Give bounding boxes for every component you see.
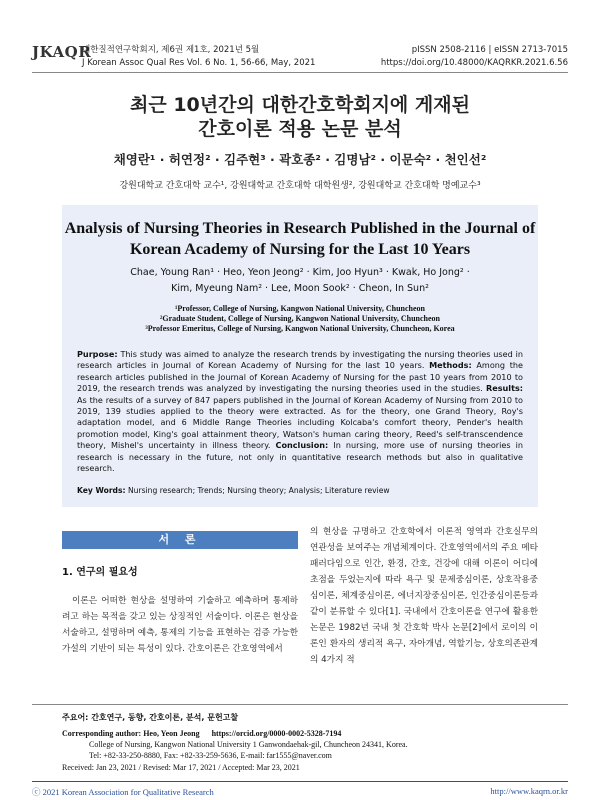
korean-keywords-text: 간호연구, 동향, 간호이론, 분석, 문헌고찰: [91, 713, 239, 722]
journal-citation-ko: 대한질적연구학회지, 제6권 제1호, 2021년 5월: [82, 45, 260, 55]
results-label: Results:: [486, 383, 523, 394]
footer-rule: [32, 781, 568, 782]
korean-keywords: [62, 712, 238, 723]
english-title: [62, 218, 538, 260]
body-text-left: 이론은 어떠한 현상을 설명하여 기술하고 예측하며 통제하려고 하는 목적을 갖고 있는 상징적인 서술이다. 이론은 현상을 서술하고, 설명하며 예측, 통제의 기능을 표현하는 검증 가능한 가설의 기반이 되는 특성이 있다. 간호이론은 간호영역에서: [62, 596, 298, 654]
footnote-rule: [32, 704, 568, 705]
english-affiliations: [62, 304, 538, 334]
journal-citation-en: J Korean Assoc Qual Res Vol. 6 No. 1, 56-66, May, 2021: [82, 58, 316, 68]
keywords: [77, 486, 390, 495]
korean-keywords-label: 주요어:: [62, 713, 89, 722]
copyright: ⓒ 2021 Korean Association for Qualitative Research: [32, 787, 214, 797]
section-heading: 서 론: [62, 531, 298, 549]
english-authors-line: Kim, Myeung Nam² · Lee, Moon Sook² · Cheon, In Sun²: [171, 283, 429, 294]
methods-label: Methods:: [429, 360, 472, 371]
methods-text: Among the research articles published in the Journal of Korean Academy of Nursing for the past 10 years from 2010 to 2019, the research trends was analyzed by investigating the nursing theories used in the studies.: [77, 360, 523, 394]
keywords-text: Nursing research; Trends; Nursing theory; Analysis; Literature review: [127, 486, 390, 495]
korean-title-line: 최근 10년간의 대한간호학회지에 게재된: [130, 94, 470, 116]
purpose-text: This study was aimed to analyze the research trends by investigating the nursing theories used in research articles in Journal of Korean Academy of Nursing for the last 10 years.: [77, 349, 523, 371]
english-authors-line: Chae, Young Ran¹ · Heo, Yeon Jeong² · Kim, Joo Hyun³ · Kwak, Ho Jong² ·: [130, 267, 470, 278]
english-title-line: Korean Academy of Nursing for the Last 10 Years: [129, 241, 471, 258]
doi-link[interactable]: https://doi.org/10.48000/KAQRKR.2021.6.56: [380, 58, 568, 68]
affiliation-line: ³Professor Emeritus, College of Nursing, Kangwon National University, Chuncheon, Korea: [145, 324, 455, 333]
corresponding-author: [62, 728, 542, 761]
journal-logo: JKAQR: [32, 43, 92, 61]
corresponding-label: Corresponding author: Heo, Yeon Jeong: [62, 729, 200, 738]
korean-title: [0, 93, 600, 141]
conclusion-text: In nursing, more use of nursing theories in research is necessary in the future, not only in quantitative research methods but also in qualitative research.: [77, 440, 523, 474]
korean-title-line: 간호이론 적용 논문 분석: [198, 118, 402, 140]
conclusion-label: Conclusion:: [275, 440, 329, 451]
subsection-heading: 1. 연구의 필요성: [62, 567, 138, 578]
english-authors: [62, 265, 538, 297]
received-dates: Received: Jan 23, 2021 / Revised: Mar 17, 2021 / Accepted: Mar 23, 2021: [62, 763, 300, 772]
issn-doi: [381, 44, 568, 70]
issn: pISSN 2508-2116 | eISSN 2713-7015: [411, 45, 568, 55]
journal-citation: [82, 44, 315, 70]
body-text-right: 의 현상을 규명하고 간호학에서 이론적 영역과 간호실무의 연관성을 보여주는 개념체계이다. 간호영역에서의 주요 메타패러다임으로 인간, 환경, 간호, 건강에 대해 이론이 어디에 초점을 두었는지에 따라 욕구 및 문제중심이론, 상호작용중심이론, 체계중심이론, 에너지장중심이론, 인간중심이론등과 같이 분류할 수 있다[1]. 국내에서 간호이론을 연구에 활용한 논문은 1982년 국내 첫 간호학 박사 논문[2]에서 로이의 이론인 환자의 생리적 욕구, 자아개념, 역할기능, 상호의존관계의 4가지 적: [310, 527, 538, 665]
abstract-text: [77, 349, 523, 474]
orcid-link[interactable]: https://orcid.org/0000-0002-5328-7194: [211, 729, 342, 738]
english-title-line: Analysis of Nursing Theories in Research Published in the Journal of: [64, 220, 536, 237]
korean-authors: 채영란¹ · 허연정² · 김주현³ · 곽호종² · 김명남² · 이문숙² · 천인선²: [113, 152, 487, 167]
affiliation-line: ¹Professor, College of Nursing, Kangwon National University, Chuncheon: [175, 304, 425, 313]
header-rule: [32, 72, 568, 73]
journal-url[interactable]: http://www.kaqrn.or.kr: [490, 786, 568, 796]
corresponding-address: College of Nursing, Kangwon National University 1 Ganwondaehak-gil, Chuncheon 24341, Korea.: [89, 740, 408, 749]
keywords-label: Key Words:: [77, 486, 126, 495]
purpose-label: Purpose:: [77, 349, 118, 359]
results-text: As the results of a survey of 847 papers published in the Journal of Korean Academy of Nursing from 2010 to 2019, 139 studies applied to the theory were extracted. As for the theory, one Grand Theory, Roy's adaptation model, and 6 Middle Range Theories including Kolcaba's comfort theory, Pender's health promotion model, King's goal attainment theory, Watson's human caring theory, Reed's self-transcendence theory, Mishel's uncertainty in illness theory.: [77, 394, 523, 451]
korean-affiliations: 강원대학교 간호대학 교수¹, 강원대학교 간호대학 대학원생², 강원대학교 간호대학 명예교수³: [119, 181, 481, 191]
corresponding-contact: Tel: +82-33-250-8880, Fax: +82-33-259-5636, E-mail: far1555@naver.com: [89, 751, 332, 760]
affiliation-line: ²Graduate Student, College of Nursing, Kangwon National University, Chuncheon: [160, 314, 440, 323]
